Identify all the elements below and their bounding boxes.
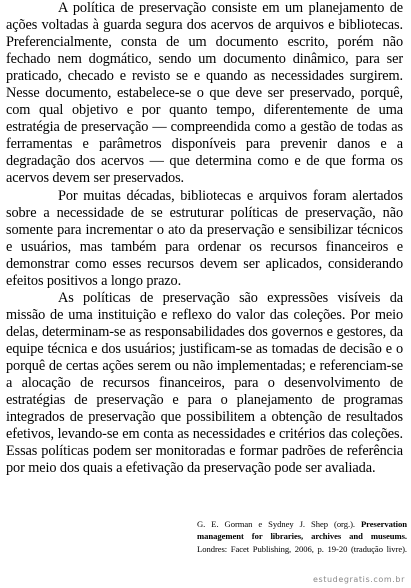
citation-title-part-1: Preservation <box>360 519 407 529</box>
paragraph-1: A política de preservação consiste em um planejamento de ações voltadas à guarda segura dos acervos de arquivos e bibliotecas. Preferencialmente, consta de um documento escrito, porém não fechado nem dogmático, sendo um documento dinâmico, para ser praticado, checado e revisto se e quando as necessidades surgirem. Nesse documento, estabelece-se o que deve ser preservado, porquê, com qual objetivo e por quanto tempo, diferentemente de uma estratégia de preservação — compreendida como a gestão de todas as ferramentas e parâmetros disponíveis para prevenir danos e a degradação dos acervos — que determina como e de que forma os acervos devem ser preservados. <box>6 0 403 187</box>
paragraph-3: As políticas de preservação são expressões visíveis da missão de uma instituição e reflexo do valor das coleções. Por meio delas, determinam-se as responsabilidades dos governos e gestores, da equipe técnica e dos usuários; justificam-se as tomadas de decisão e o porquê de certas ações serem ou não implementadas; e referenciam-se a alocação de recursos financeiros, para o desenvolvimento de estratégias de preservação e para o planejamento de programas integrados de preservação que possibilitem a obtenção de resultados efetivos, levando-se em conta as necessidades e critérios das coleções. Essas políticas podem ser monitoradas e formar padrões de referência por meio dos quais a efetivação da preservação pode ser avaliada. <box>6 289 403 477</box>
citation-authors: G. E. Gorman e Sydney J. Shep (org.). <box>197 519 355 529</box>
citation-title-part-2: management for libraries, archives and museums. <box>197 531 407 542</box>
source-citation <box>197 518 407 555</box>
document-body <box>6 0 403 477</box>
site-watermark: estudegratis.com.br <box>312 575 405 584</box>
citation-line-1 <box>197 518 407 530</box>
citation-publisher: Londres: Facet Publishing, 2006, p. 19-20 (tradução livre). <box>197 543 407 554</box>
paragraph-2: Por muitas décadas, bibliotecas e arquivos foram alertados sobre a necessidade de se estruturar políticas de preservação, não somente para incrementar o ato da preservação e sensibilizar técnicos e usuários, mas também para ordenar os recursos financeiros e demonstrar como esses recursos devem ser aplicados, considerando efeitos positivos a longo prazo. <box>6 187 403 289</box>
